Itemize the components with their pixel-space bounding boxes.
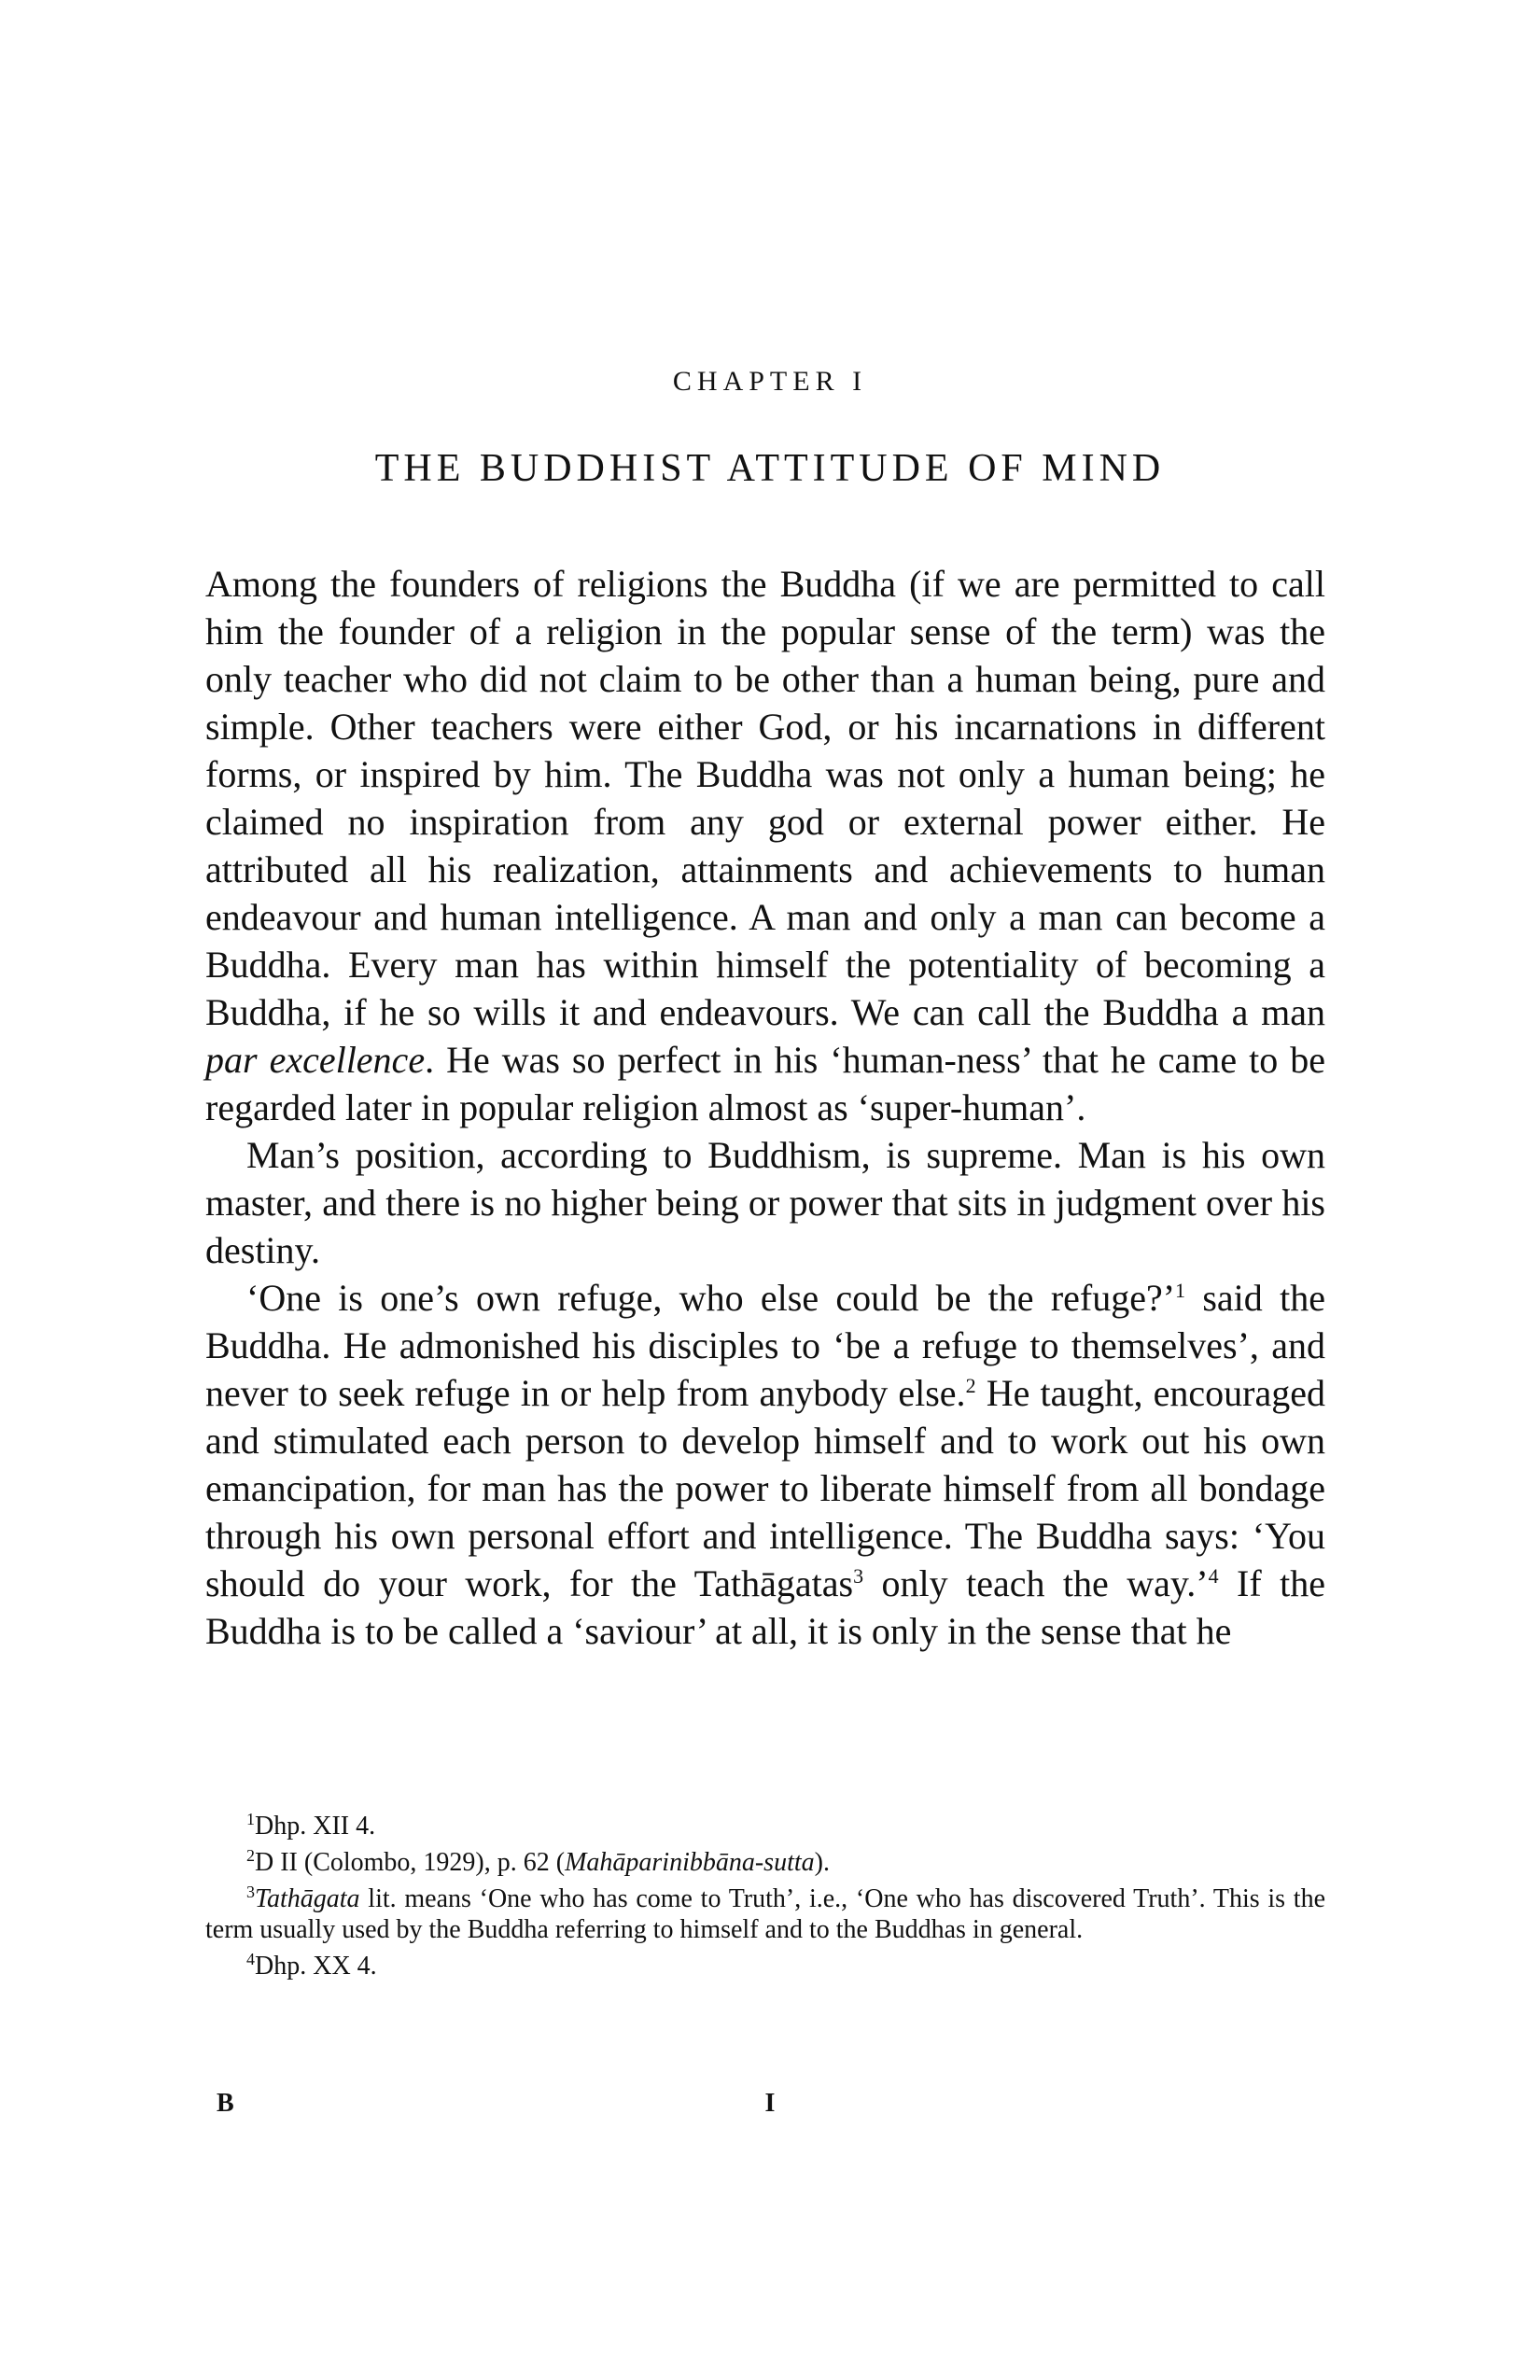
chapter-label: CHAPTER I (672, 366, 868, 397)
paragraph-1: Among the founders of religions the Buddha (if we are permitted to call him the founder of a religion in the popular sense of the term) was the only teacher who did not claim to be other than a human being, pure and simple. Other teachers were either God, or his incarnations in different forms, or inspired by him. The Buddha was not only a human being; he claimed no inspiration from any god or external power either. He attributed all his realization, attainments and achievements to human endeavour and human intelligence. A man and only a man can become a Buddha. Every man has within himself the potentiality of becoming a Buddha, if he so wills it and endeavours. We can call the Buddha a man par excellence. He was so perfect in his ‘human-ness’ that he came to be regarded later in popular religion almost as ‘super-human’. (205, 563, 1325, 1128)
footnote-ref-4: 4 (1208, 1564, 1219, 1588)
footnote-3: $^3$Tathāgata lit. means ‘One who has come to Truth’, i.e., ‘One who has discovered Truth’. This is the term usually used by the Buddha referring to himself and to the Buddhas in general. (205, 1883, 1325, 1944)
paragraph-2: Man’s position, according to Buddhism, is supreme. Man is his own master, and there is no higher being or power that sits in judgment over his destiny. (205, 1134, 1325, 1271)
footnote-2: $^2$D II (Colombo, 1929), p. 62 (Mahāparinibbāna-sutta). (246, 1846, 830, 1877)
body-text (205, 560, 1325, 1655)
footnotes (205, 1811, 1325, 1987)
footnote-ref-1: 1 (1175, 1279, 1186, 1302)
footnote-1: $^1$Dhp. XII 4. (246, 1810, 376, 1841)
footnote-ref-2: 2 (965, 1374, 976, 1397)
page-number: I (764, 2089, 776, 2118)
footnote-4: $^4$Dhp. XX 4. (246, 1950, 377, 1981)
signature-mark: B (217, 2089, 234, 2118)
chapter-title: THE BUDDHIST ATTITUDE OF MIND (374, 447, 1166, 490)
paragraph-3: ‘One is one’s own refuge, who else could be the refuge?’$^1$ said the Buddha. He admonished his disciples to ‘be a refuge to themselves’, and never to seek refuge in or help from anybody else.$^2$ He taught, encouraged and stimulated each person to develop himself and to work out his own emancipation, for man has the power to liberate himself from all bondage through his own personal effort and intelligence. The Buddha says: ‘You should do your work, for the Tathāgatas$^3$ only teach the way.’$^4$ If the Buddha is to be called a ‘saviour’ at all, it is only in the sense that he (205, 1277, 1326, 1652)
italic-phrase: par excellence (205, 1039, 426, 1081)
footnote-ref-3: 3 (853, 1564, 864, 1588)
